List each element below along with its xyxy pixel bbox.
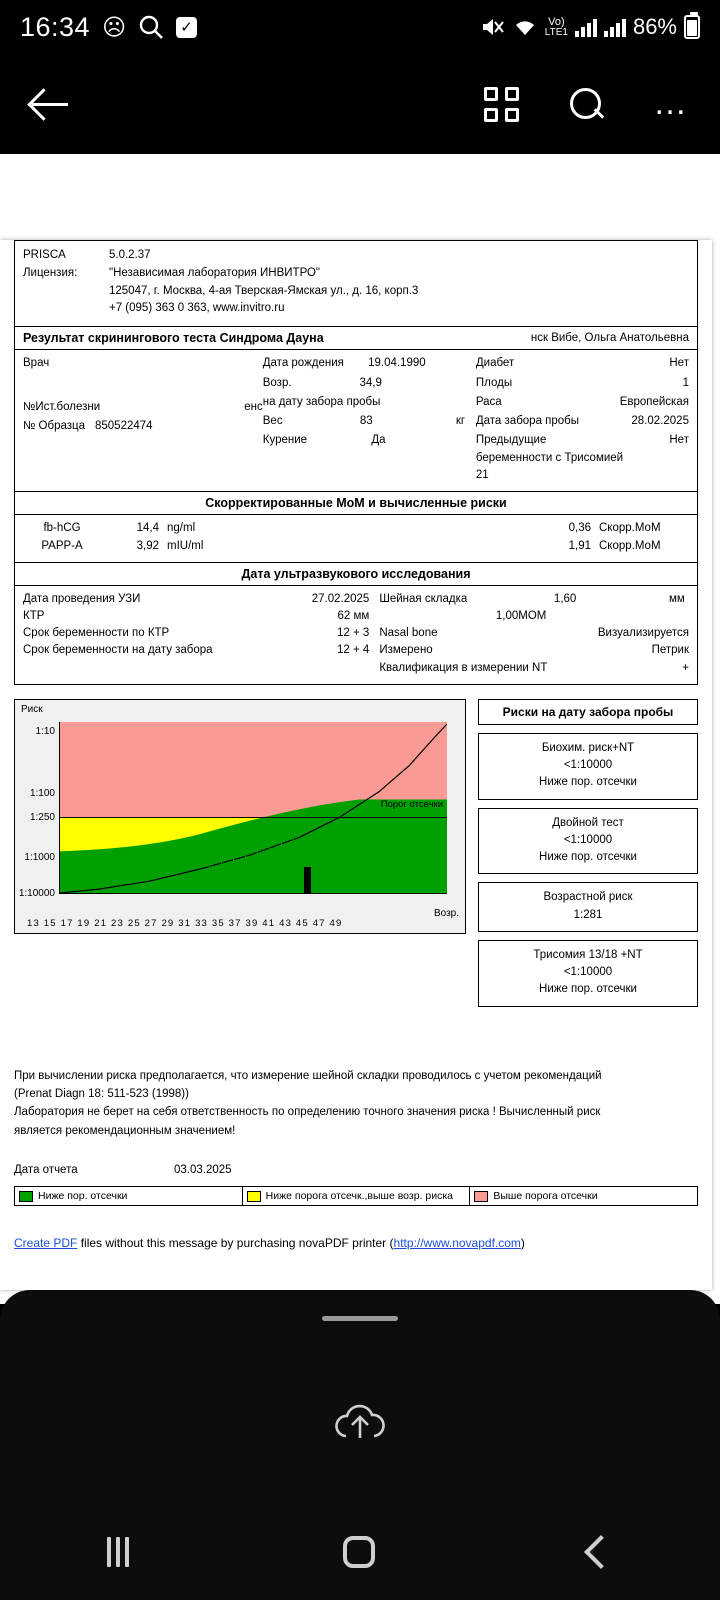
lab-header [14,240,698,327]
legend-item [242,1187,470,1205]
risk-card-title: Двойной тест [552,816,624,829]
battery-icon [684,15,700,39]
ultrasound-block [14,586,698,685]
risks-title: Риски на дату забора пробы [478,699,698,725]
back-icon[interactable] [584,1535,618,1569]
novapdf-suffix: ) [520,1236,525,1251]
field-term-ktr: Срок беременности по КТР 12 + 3 [23,627,370,640]
drag-handle[interactable] [322,1316,398,1321]
recents-icon[interactable] [107,1537,129,1567]
app-toolbar [0,54,720,154]
document-page [0,240,712,1290]
y-tick-4: 1:1000 [24,851,55,863]
lab-address: 125047, г. Москва, 4-ая Тверская-Ямская ул., д. 16, корп.3 [109,284,419,297]
field-fetuses: Плоды 1 [475,376,689,389]
field-ktr: КТР 62 мм [23,609,370,622]
risk-card-value: <1:10000 [563,759,613,772]
risk-chart-container [14,699,466,1015]
legend-swatch-red [474,1191,488,1202]
field-previous-t21: Предыдущие беременности с Трисомией 21 Нет [475,434,689,481]
field-uz-date: Дата проведения УЗИ 27.02.2025 [23,592,370,605]
risk-card-biochem-nt [478,733,698,800]
license-row [23,265,689,283]
license-label: Лицензия: [23,266,78,279]
patient-col-3 [476,355,689,484]
field-doctor: Врач [23,357,50,370]
overflow-menu-icon[interactable]: … [653,84,690,123]
risk-card-title: Возрастной риск [543,891,633,904]
novapdf-url-link[interactable]: http://www.novapdf.com [393,1236,521,1251]
system-navbar [0,1504,720,1600]
field-measured-by: Измерено Петрик [379,644,689,657]
patient-name: нск Вибе, Ольга Анатольевна [530,332,689,345]
risk-card-note: Ниже пор. отсечки [539,776,637,789]
patient-info-block [14,350,698,492]
y-tick-2: 1:100 [29,787,55,799]
legend-swatch-yellow [247,1191,261,1202]
novapdf-footer [14,1236,698,1250]
upload-cloud-icon[interactable] [332,1398,388,1448]
risk-card-value: <1:10000 [563,833,613,846]
create-pdf-link[interactable]: Create PDF [14,1236,78,1251]
chart-risk-label: Риск [21,703,43,715]
cutoff-threshold-label: Порог отсечки [380,799,443,811]
field-nt-qualification: Квалификация в измерении NT + [379,661,689,674]
page-title: Результат скринингового теста Синдрома Дауна [23,331,324,346]
table-row: PAPP-A 3,92 mIU/ml 1,91 Скорр.МоМ [41,539,661,552]
search-icon[interactable] [567,85,605,123]
report-title-bar [14,327,698,350]
signal-bars-icon-2 [604,17,626,37]
field-sample-date: Дата забора пробы 28.02.2025 [475,415,689,427]
search-icon [138,14,164,40]
wifi-icon [512,14,538,40]
note-line: При вычислении риска предполагается, что измерение шейной складки проводилось с учетом рекомендаций [14,1069,602,1082]
prisca-label: PRISCA [23,249,66,261]
home-icon[interactable] [343,1536,375,1568]
y-tick-3: 1:250 [29,811,55,823]
ultrasound-right [369,591,689,677]
risk-card-note: Ниже пор. отсечки [539,851,637,864]
field-term-sample: Срок беременности на дату забора 12 + 4 [23,644,370,657]
legend-item [15,1187,242,1205]
legend-label: Ниже порога отсечк.,выше возр. риска [265,1190,453,1203]
field-nt-mom: 1,00МОМ [495,609,547,622]
chart-plot-area [59,722,447,894]
battery-percent: 86% [632,14,677,39]
table-row: fb-hCG 14,4 ng/ml 0,36 Скорр.МоМ [43,522,661,534]
field-birthdate: Дата рождения 19.04.1990 [262,357,426,370]
mute-icon [479,14,505,40]
note-line: является рекомендационным значением! [14,1124,236,1137]
patient-col-1 [23,355,263,484]
risk-chart [14,699,466,934]
risk-card-value: 1:281 [573,908,603,921]
prisca-version: 5.0.2.37 [109,249,151,261]
whatsapp-icon: ☹ [102,13,127,40]
patient-risk-marker [304,867,311,893]
document-viewport[interactable] [0,154,720,1304]
legend-item [469,1187,697,1205]
patient-col-2 [263,355,476,484]
risk-card-title: Биохим. риск+NT [541,741,635,754]
lab-contacts: +7 (095) 363 0 363, www.invitro.ru [109,302,285,315]
risk-card-age-risk [478,882,698,932]
field-nt: Шейная складка 1,60 мм [379,592,685,605]
ultrasound-left [23,591,369,677]
network-type-icon: Vo) LTE1 [544,15,568,38]
prisca-row [23,247,689,265]
thumbnails-icon[interactable] [484,87,519,122]
risk-card-value: <1:10000 [563,966,613,979]
legend-label: Ниже пор. отсечки [38,1190,128,1203]
field-race: Раса Европейская [475,395,689,408]
y-tick-1: 1:10 [35,725,55,737]
toolbar-actions [484,85,690,123]
checkbox-icon: ✓ [176,17,197,38]
field-sample-number: № Образца 850522474 [23,419,153,432]
note-line: (Prenat Diagn 18: 511-523 (1998)) [14,1088,189,1101]
risk-card-title: Трисомия 13/18 +NT [533,948,643,961]
status-bar-right [479,14,700,40]
signal-bars-icon-1 [575,17,597,37]
field-nasal-bone: Nasal bone Визуализируется [379,627,689,640]
risk-cards-column [466,699,698,1015]
status-bar-left [20,12,197,43]
field-diabetes: Диабет Нет [475,357,689,370]
report-date-value: 03.03.2025 [174,1164,232,1177]
mom-table [14,515,698,563]
field-case-number: №Ист.болезни енс [23,400,263,413]
chart-legend [14,1186,698,1206]
report-date-row [14,1164,698,1176]
risk-card-note: Ниже пор. отсечки [539,983,637,996]
x-axis-label: Возр. [433,907,459,919]
ultrasound-section-title: Дата ультразвукового исследования [14,563,698,586]
legend-swatch-green [19,1191,33,1202]
field-weight: Вес 83 кг [262,415,466,427]
bottom-sheet[interactable] [0,1290,720,1600]
field-smoking: Курение Да [262,434,386,447]
status-bar [0,0,720,54]
report-date-label: Дата отчета [14,1164,78,1177]
status-clock: 16:34 [20,11,91,42]
y-tick-5: 1:10000 [18,887,55,899]
field-age: Возр. 34,9 [262,376,382,389]
risk-card-trisomy-13-18-nt [478,940,698,1007]
license-value: "Независимая лаборатория ИНВИТРО" [109,266,321,279]
x-axis-ticks: 13 15 17 19 21 23 25 27 29 31 33 35 37 39 41 43 45 47 49 [27,917,343,929]
legend-label: Выше порога отсечки [493,1190,598,1203]
novapdf-text: files without this message by purchasing novaPDF printer ( [77,1236,394,1251]
report-sheet [14,240,698,1250]
field-age-note: на дату забора пробы [262,395,381,408]
risk-card-double-test [478,808,698,875]
chart-and-risks [14,699,698,1015]
disclaimer-notes [14,1067,698,1141]
note-line: Лаборатория не берет на себя ответственность по определению точного значения риска ! Вычисленный риск [14,1106,601,1119]
mom-section-title: Скорректированные МоМ и вычисленные риски [14,492,698,515]
back-arrow-icon[interactable] [30,84,70,124]
